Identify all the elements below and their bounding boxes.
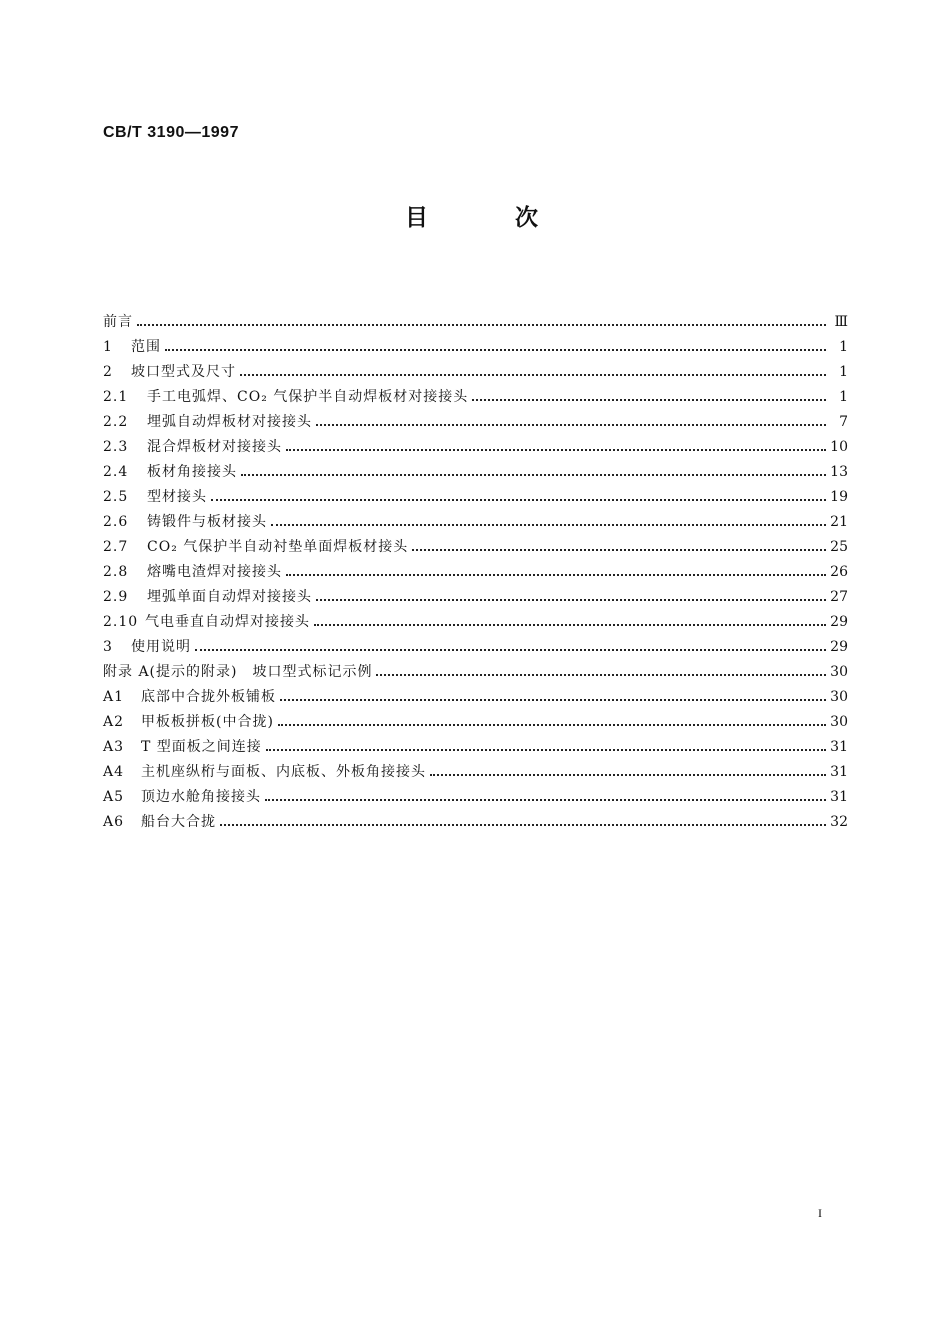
toc-entry-number: A6 bbox=[103, 814, 125, 830]
toc-leader-dots bbox=[412, 535, 826, 560]
toc-entry-title: 使用说明 bbox=[131, 639, 191, 655]
toc-entry-page: 1 bbox=[839, 339, 848, 355]
toc-entry[interactable] bbox=[103, 685, 848, 710]
toc-entry[interactable] bbox=[103, 610, 848, 635]
toc-entry[interactable] bbox=[103, 310, 848, 335]
toc-entry-page: 25 bbox=[830, 539, 848, 555]
toc-entry-number: 2.7 bbox=[103, 539, 129, 555]
toc-entry-page: 10 bbox=[830, 439, 848, 455]
toc-entry-page: 30 bbox=[830, 689, 848, 705]
toc-entry-number: 2.3 bbox=[103, 439, 129, 455]
toc-leader-dots bbox=[280, 685, 826, 710]
toc-entry-title: CO₂ 气保护半自动衬垫单面焊板材接头 bbox=[147, 539, 409, 555]
toc-entry-title: 埋弧自动焊板材对接接头 bbox=[147, 414, 312, 430]
toc-entry-number: 2.5 bbox=[103, 489, 129, 505]
toc-leader-dots bbox=[220, 810, 826, 835]
toc-entry-title: 气电垂直自动焊对接接头 bbox=[145, 614, 310, 630]
toc-entry[interactable] bbox=[103, 460, 848, 485]
toc-entry[interactable] bbox=[103, 710, 848, 735]
toc-entry-number: A5 bbox=[103, 789, 125, 805]
toc-entry-number: 3 bbox=[103, 639, 113, 655]
toc-entry-title: 主机座纵桁与面板、内底板、外板角接接头 bbox=[141, 764, 426, 780]
toc-leader-dots bbox=[211, 485, 826, 510]
toc-entry[interactable] bbox=[103, 735, 848, 760]
toc-entry-number: A3 bbox=[103, 739, 125, 755]
toc-entry-page: 27 bbox=[830, 589, 848, 605]
toc-entry[interactable] bbox=[103, 760, 848, 785]
toc-entry-title: 铸锻件与板材接头 bbox=[147, 514, 267, 530]
page-title-char-2: 次 bbox=[515, 205, 538, 231]
toc-entry-page: 7 bbox=[839, 414, 848, 430]
toc-entry[interactable] bbox=[103, 810, 848, 835]
toc-entry-number: A1 bbox=[103, 689, 125, 705]
toc-entry-title: 顶边水舱角接接头 bbox=[141, 789, 261, 805]
toc-leader-dots bbox=[266, 735, 826, 760]
toc-entry-title: 附录 A(提示的附录) 坡口型式标记示例 bbox=[103, 664, 373, 680]
toc-entry[interactable] bbox=[103, 635, 848, 660]
toc-entry-page: 30 bbox=[830, 664, 848, 680]
toc-leader-dots bbox=[165, 335, 826, 360]
toc-entry[interactable] bbox=[103, 785, 848, 810]
toc-entry-title: 手工电弧焊、CO₂ 气保护半自动焊板材对接接头 bbox=[147, 389, 469, 405]
toc-entry-page: 19 bbox=[830, 489, 848, 505]
toc-entry-page: 31 bbox=[830, 764, 848, 780]
toc-entry-title: T 型面板之间连接 bbox=[141, 739, 262, 755]
toc-leader-dots bbox=[240, 360, 826, 385]
toc-entry[interactable] bbox=[103, 385, 848, 410]
toc-entry-title: 坡口型式及尺寸 bbox=[131, 364, 236, 380]
toc-entry-number: A4 bbox=[103, 764, 125, 780]
toc-entry[interactable] bbox=[103, 535, 848, 560]
toc-entry-page: 26 bbox=[830, 564, 848, 580]
toc-entry-page: 13 bbox=[830, 464, 848, 480]
toc-entry[interactable] bbox=[103, 335, 848, 360]
toc-leader-dots bbox=[316, 585, 826, 610]
toc-entry-title: 范围 bbox=[131, 339, 161, 355]
toc-leader-dots bbox=[265, 785, 826, 810]
toc-entry-page: 21 bbox=[830, 514, 848, 530]
toc-entry-title: 混合焊板材对接接头 bbox=[147, 439, 282, 455]
toc-entry-number: 1 bbox=[103, 339, 113, 355]
toc-leader-dots bbox=[271, 510, 826, 535]
toc-leader-dots bbox=[137, 310, 826, 335]
toc-leader-dots bbox=[314, 610, 826, 635]
toc-leader-dots bbox=[278, 710, 826, 735]
toc-entry-page: 1 bbox=[839, 364, 848, 380]
toc-leader-dots bbox=[286, 560, 826, 585]
toc-entry-title: 底部中合拢外板铺板 bbox=[141, 689, 276, 705]
toc-leader-dots bbox=[286, 435, 826, 460]
toc-entry-page: 30 bbox=[830, 714, 848, 730]
table-of-contents bbox=[103, 310, 848, 835]
toc-entry-page: 1 bbox=[839, 389, 848, 405]
toc-entry-number: 2.8 bbox=[103, 564, 129, 580]
toc-entry[interactable] bbox=[103, 660, 848, 685]
toc-leader-dots bbox=[430, 760, 826, 785]
toc-entry-number: 2.10 bbox=[103, 614, 139, 630]
toc-leader-dots bbox=[376, 660, 826, 685]
page-number: I bbox=[818, 1206, 822, 1220]
toc-entry[interactable] bbox=[103, 360, 848, 385]
toc-entry-title: 型材接头 bbox=[147, 489, 207, 505]
toc-entry-title: 甲板板拼板(中合拢) bbox=[141, 714, 274, 730]
toc-entry-number: 2.4 bbox=[103, 464, 129, 480]
toc-leader-dots bbox=[316, 410, 826, 435]
toc-entry-page: Ⅲ bbox=[834, 314, 848, 330]
toc-entry-page: 29 bbox=[830, 639, 848, 655]
toc-entry[interactable] bbox=[103, 585, 848, 610]
toc-entry-page: 31 bbox=[830, 739, 848, 755]
toc-entry-number: 2.2 bbox=[103, 414, 129, 430]
toc-leader-dots bbox=[195, 635, 826, 660]
toc-entry[interactable] bbox=[103, 510, 848, 535]
toc-entry[interactable] bbox=[103, 560, 848, 585]
toc-entry-number: A2 bbox=[103, 714, 125, 730]
toc-entry-title: 埋弧单面自动焊对接接头 bbox=[147, 589, 312, 605]
document-code: CB/T 3190—1997 bbox=[103, 124, 239, 141]
toc-entry-title: 板材角接接头 bbox=[147, 464, 237, 480]
toc-entry[interactable] bbox=[103, 410, 848, 435]
toc-entry-page: 31 bbox=[830, 789, 848, 805]
toc-leader-dots bbox=[472, 385, 826, 410]
toc-entry[interactable] bbox=[103, 435, 848, 460]
toc-leader-dots bbox=[241, 460, 826, 485]
toc-entry-page: 32 bbox=[830, 814, 848, 830]
toc-entry[interactable] bbox=[103, 485, 848, 510]
toc-entry-number: 2.9 bbox=[103, 589, 129, 605]
toc-entry-title: 熔嘴电渣焊对接接头 bbox=[147, 564, 282, 580]
toc-entry-page: 29 bbox=[830, 614, 848, 630]
page-title-char-1: 目 bbox=[405, 205, 428, 231]
toc-entry-title: 前言 bbox=[103, 314, 133, 330]
toc-entry-number: 2.1 bbox=[103, 389, 129, 405]
toc-entry-title: 船台大合拢 bbox=[141, 814, 216, 830]
toc-entry-number: 2 bbox=[103, 364, 113, 380]
toc-entry-number: 2.6 bbox=[103, 514, 129, 530]
